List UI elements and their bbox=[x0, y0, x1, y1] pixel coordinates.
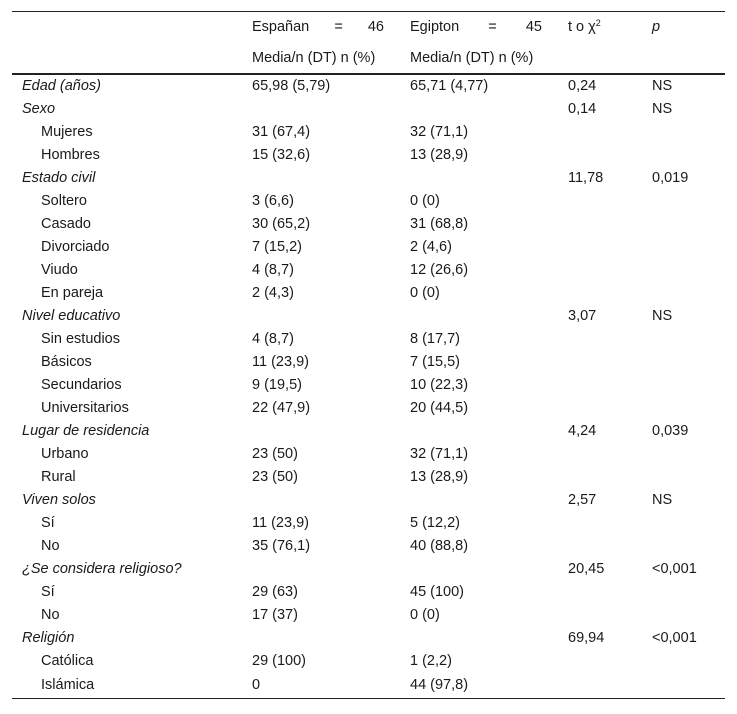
cell-group1 bbox=[242, 420, 400, 443]
cell-group1: 31 (67,4) bbox=[252, 124, 311, 140]
table-row bbox=[12, 282, 725, 305]
cell-stat bbox=[558, 374, 642, 397]
group1-n: 46 bbox=[367, 19, 384, 35]
row-label: No bbox=[41, 538, 60, 554]
cell-p bbox=[642, 351, 725, 374]
cell-stat: 11,78 bbox=[568, 170, 604, 186]
cell-group1: 9 (19,5) bbox=[252, 377, 302, 393]
cell-group1: 29 (100) bbox=[252, 653, 307, 669]
cell-group1: 15 (32,6) bbox=[252, 147, 311, 163]
header-sub1: Media/n (DT) n (%) bbox=[242, 43, 400, 74]
table-row bbox=[12, 558, 725, 581]
cell-p: NS bbox=[652, 492, 673, 508]
row-label: Rural bbox=[41, 469, 76, 485]
cell-group2: 8 (17,7) bbox=[410, 331, 460, 347]
cell-stat: 0,14 bbox=[568, 101, 597, 117]
cell-group2: 1 (2,2) bbox=[410, 653, 452, 669]
cell-stat bbox=[558, 512, 642, 535]
table-row bbox=[12, 443, 725, 466]
table-row bbox=[12, 512, 725, 535]
cell-group1 bbox=[242, 167, 400, 190]
cell-p: NS bbox=[652, 308, 673, 324]
cell-group2: 20 (44,5) bbox=[410, 400, 469, 416]
row-label: Islámica bbox=[12, 673, 242, 699]
header-sub-empty bbox=[12, 43, 242, 74]
table-row bbox=[12, 213, 725, 236]
cell-stat: 2,57 bbox=[568, 492, 597, 508]
cell-p: NS bbox=[652, 78, 673, 94]
cell-p bbox=[642, 121, 725, 144]
cell-stat bbox=[558, 236, 642, 259]
cell-stat bbox=[558, 121, 642, 144]
table-row bbox=[12, 259, 725, 282]
cell-stat bbox=[558, 466, 642, 489]
cell-stat: 3,07 bbox=[568, 308, 597, 324]
header-row-sub bbox=[12, 43, 725, 74]
table-row bbox=[12, 190, 725, 213]
row-label: Estado civil bbox=[22, 170, 96, 186]
row-label: Divorciado bbox=[41, 239, 110, 255]
header-group2 bbox=[400, 12, 558, 44]
table-body bbox=[12, 74, 725, 699]
row-label: Edad (años) bbox=[22, 78, 101, 94]
cell-stat: 69,94 bbox=[568, 630, 605, 646]
cell-stat bbox=[558, 443, 642, 466]
header-row-top bbox=[12, 12, 725, 44]
header-p-text: p bbox=[652, 19, 661, 35]
cell-group1: 3 (6,6) bbox=[252, 193, 294, 209]
group2-eq: = bbox=[488, 19, 497, 35]
cell-p bbox=[642, 144, 725, 167]
cell-group2: 31 (68,8) bbox=[410, 216, 469, 232]
cell-group2: 5 (12,2) bbox=[410, 515, 460, 531]
table-row bbox=[12, 604, 725, 627]
table-row bbox=[12, 535, 725, 558]
cell-p bbox=[642, 374, 725, 397]
cell-group2: 65,71 (4,77) bbox=[410, 78, 489, 94]
cell-group2: 0 (0) bbox=[410, 285, 440, 301]
group1-name: Españan bbox=[252, 19, 310, 35]
cell-group2 bbox=[400, 167, 558, 190]
row-label: No bbox=[41, 607, 60, 623]
row-label: Sin estudios bbox=[41, 331, 120, 347]
row-label: En pareja bbox=[41, 285, 104, 301]
header-stat bbox=[558, 12, 642, 44]
cell-stat: 0,24 bbox=[568, 78, 597, 94]
cell-group1: 23 (50) bbox=[252, 446, 298, 462]
cell-p bbox=[642, 443, 725, 466]
cell-p: 0,039 bbox=[652, 423, 689, 439]
cell-stat bbox=[558, 535, 642, 558]
cell-stat bbox=[558, 673, 642, 699]
cell-stat bbox=[558, 650, 642, 673]
table-row bbox=[12, 374, 725, 397]
cell-p bbox=[642, 466, 725, 489]
cell-p: 0,019 bbox=[652, 170, 689, 186]
row-label: ¿Se considera religioso? bbox=[22, 561, 182, 577]
cell-group2 bbox=[400, 420, 558, 443]
cell-group1: 22 (47,9) bbox=[252, 400, 311, 416]
table-row bbox=[12, 650, 725, 673]
cell-stat: 20,45 bbox=[568, 561, 605, 577]
cell-p bbox=[642, 512, 725, 535]
row-label: Católica bbox=[41, 653, 94, 669]
data-table bbox=[12, 11, 725, 699]
table-row bbox=[12, 98, 725, 121]
table-row bbox=[12, 305, 725, 328]
header-stat-text: t o χ bbox=[568, 19, 596, 35]
cell-group1: 7 (15,2) bbox=[252, 239, 302, 255]
table-row bbox=[12, 489, 725, 512]
row-label: Sí bbox=[41, 515, 55, 531]
cell-stat bbox=[558, 213, 642, 236]
table-container bbox=[12, 11, 725, 699]
cell-group2: 10 (22,3) bbox=[410, 377, 469, 393]
group1-eq: = bbox=[334, 19, 343, 35]
row-label: Sí bbox=[41, 584, 55, 600]
cell-stat bbox=[558, 397, 642, 420]
cell-group2: 44 (97,8) bbox=[400, 673, 558, 699]
cell-group1: 23 (50) bbox=[252, 469, 298, 485]
cell-group2 bbox=[400, 558, 558, 581]
cell-group1 bbox=[242, 98, 400, 121]
cell-group2: 2 (4,6) bbox=[410, 239, 452, 255]
cell-stat bbox=[558, 144, 642, 167]
cell-group1: 2 (4,3) bbox=[252, 285, 294, 301]
cell-group2 bbox=[400, 305, 558, 328]
cell-group2 bbox=[400, 98, 558, 121]
cell-p bbox=[642, 581, 725, 604]
cell-group1 bbox=[242, 558, 400, 581]
cell-group2: 32 (71,1) bbox=[410, 446, 469, 462]
cell-group1: 4 (8,7) bbox=[252, 262, 294, 278]
table-row bbox=[12, 121, 725, 144]
cell-group1: 30 (65,2) bbox=[252, 216, 311, 232]
cell-stat bbox=[558, 351, 642, 374]
cell-group2 bbox=[400, 489, 558, 512]
cell-group2: 0 (0) bbox=[410, 193, 440, 209]
row-label: Básicos bbox=[41, 354, 92, 370]
cell-p bbox=[642, 259, 725, 282]
table-row bbox=[12, 581, 725, 604]
cell-stat bbox=[558, 328, 642, 351]
cell-group2: 40 (88,8) bbox=[410, 538, 469, 554]
cell-group1: 17 (37) bbox=[252, 607, 298, 623]
cell-group1: 11 (23,9) bbox=[252, 515, 309, 531]
cell-group1: 11 (23,9) bbox=[252, 354, 309, 370]
table-row bbox=[12, 673, 725, 699]
cell-group1: 65,98 (5,79) bbox=[252, 78, 331, 94]
cell-stat bbox=[558, 282, 642, 305]
cell-group2: 13 (28,9) bbox=[410, 469, 469, 485]
row-label: Viudo bbox=[41, 262, 78, 278]
cell-group2: 0 (0) bbox=[410, 607, 440, 623]
row-label: Universitarios bbox=[41, 400, 129, 416]
cell-p bbox=[642, 236, 725, 259]
table-row bbox=[12, 627, 725, 650]
cell-group1: 4 (8,7) bbox=[252, 331, 294, 347]
cell-p: NS bbox=[652, 101, 673, 117]
cell-group1: 0 bbox=[242, 673, 400, 699]
table-row bbox=[12, 351, 725, 374]
table-row bbox=[12, 236, 725, 259]
cell-group2: 32 (71,1) bbox=[410, 124, 469, 140]
row-label: Hombres bbox=[41, 147, 100, 163]
cell-p bbox=[642, 604, 725, 627]
group2-n: 45 bbox=[525, 19, 542, 35]
header-stat-sup: 2 bbox=[595, 18, 601, 28]
table-row bbox=[12, 328, 725, 351]
row-label: Viven solos bbox=[22, 492, 96, 508]
row-label: Soltero bbox=[41, 193, 87, 209]
cell-group1 bbox=[242, 627, 400, 650]
cell-group2: 7 (15,5) bbox=[410, 354, 460, 370]
cell-group1: 29 (63) bbox=[252, 584, 298, 600]
row-label: Sexo bbox=[22, 101, 56, 117]
cell-stat bbox=[558, 190, 642, 213]
row-label: Secundarios bbox=[41, 377, 122, 393]
header-empty-cell bbox=[12, 12, 242, 44]
cell-stat: 4,24 bbox=[568, 423, 597, 439]
row-label: Lugar de residencia bbox=[22, 423, 150, 439]
cell-stat bbox=[558, 581, 642, 604]
cell-group2: 45 (100) bbox=[410, 584, 465, 600]
header-sub-empty-stat bbox=[558, 43, 642, 74]
cell-p: <0,001 bbox=[652, 630, 697, 646]
cell-stat bbox=[558, 604, 642, 627]
table-row bbox=[12, 144, 725, 167]
header-p bbox=[642, 12, 725, 44]
cell-p bbox=[642, 328, 725, 351]
cell-p bbox=[642, 282, 725, 305]
cell-group1 bbox=[242, 305, 400, 328]
row-label: Casado bbox=[41, 216, 91, 232]
cell-p bbox=[642, 535, 725, 558]
table-row bbox=[12, 420, 725, 443]
cell-group2: 12 (26,6) bbox=[410, 262, 469, 278]
table-row bbox=[12, 466, 725, 489]
cell-group1 bbox=[242, 489, 400, 512]
cell-group2: 13 (28,9) bbox=[410, 147, 469, 163]
cell-group1: 35 (76,1) bbox=[252, 538, 311, 554]
row-label: Mujeres bbox=[41, 124, 93, 140]
cell-p bbox=[642, 213, 725, 236]
cell-group2 bbox=[400, 627, 558, 650]
cell-p bbox=[642, 673, 725, 699]
cell-p bbox=[642, 397, 725, 420]
row-label: Urbano bbox=[41, 446, 89, 462]
cell-stat bbox=[558, 259, 642, 282]
table-row bbox=[12, 167, 725, 190]
header-group1 bbox=[242, 12, 400, 44]
cell-p bbox=[642, 650, 725, 673]
table-row bbox=[12, 397, 725, 420]
row-label: Religión bbox=[22, 630, 75, 646]
group2-name: Egipton bbox=[410, 19, 460, 35]
table-header bbox=[12, 12, 725, 75]
row-label: Nivel educativo bbox=[22, 308, 121, 324]
cell-p: <0,001 bbox=[652, 561, 697, 577]
table-row bbox=[12, 74, 725, 98]
header-sub-empty-p bbox=[642, 43, 725, 74]
header-sub2: Media/n (DT) n (%) bbox=[400, 43, 558, 74]
cell-p bbox=[642, 190, 725, 213]
